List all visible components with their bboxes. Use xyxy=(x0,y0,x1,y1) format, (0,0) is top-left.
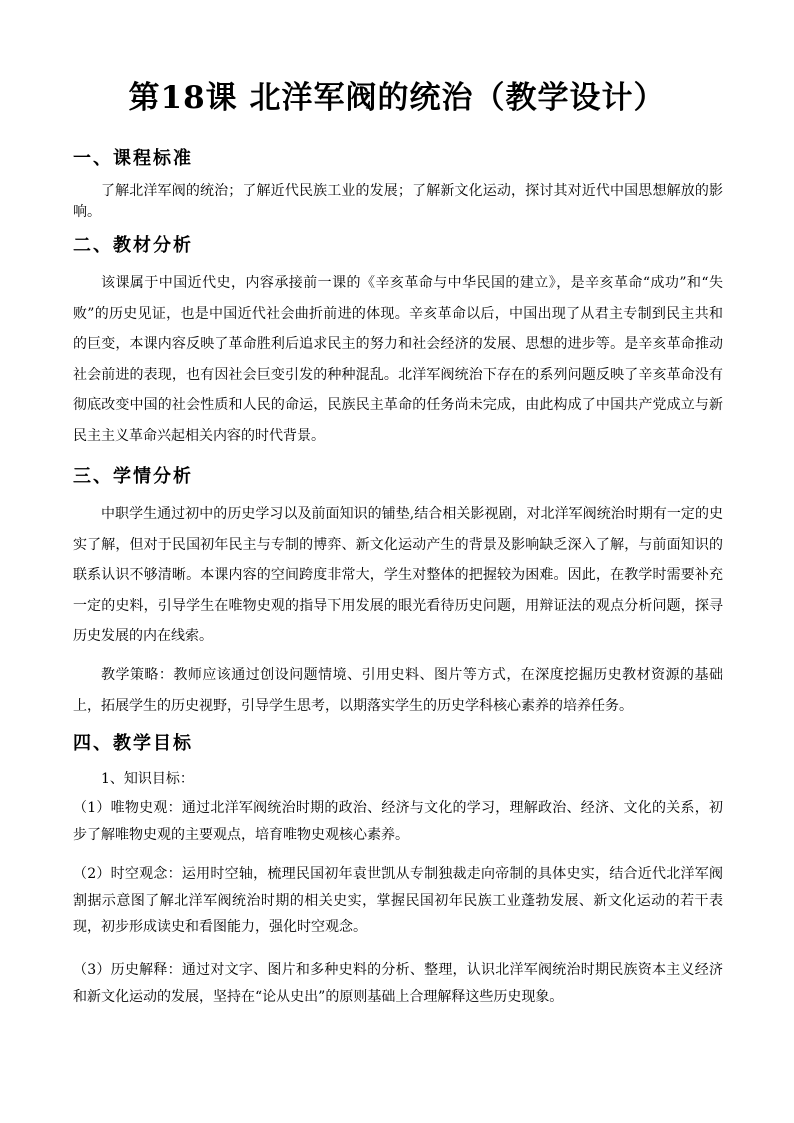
section-heading-curriculum-standard: 一、课程标准 xyxy=(73,148,193,169)
subheading-knowledge-objectives: 1、知识目标： xyxy=(101,771,194,787)
section-heading-textbook-analysis: 二、教材分析 xyxy=(73,235,193,256)
objective-item-historical-interpretation: （3）历史解释：通过对文字、图片和多种史料的分析、整理，认识北洋军阀统治时期民族资本主义经济和新文化运动的发展，坚持在“论从史出”的原则基础上合理解释这些历史现象。 xyxy=(73,962,723,1005)
section-heading-teaching-objectives: 四、教学目标 xyxy=(73,733,193,754)
paragraph-learner-analysis: 中职学生通过初中的历史学习以及前面知识的铺垫,结合相关影视剧，对北洋军阀统治时期有一定的史实了解，但对于民国初年民主与专制的博弈、新文化运动产生的背景及影响缺乏深入了解，与前面知识的联系认识不够清晰。本课内容的空间跨度非常大，学生对整体的把握较为困难。因此，在教学时需要补充一定的史料，引导学生在唯物史观的指导下用发展的眼光看待历史问题，用辩证法的观点分析问题，探寻历史发展的内在线索。 xyxy=(73,506,723,644)
paragraph-textbook-analysis: 该课属于中国近代史，内容承接前一课的《辛亥革命与中华民国的建立》，是辛亥革命“成功”和“失败”的历史见证，也是中国近代社会曲折前进的体现。辛亥革命以后，中国出现了从君主专制到民主共和的巨变，本课内容反映了革命胜利后追求民主的努力和社会经济的发展、思想的进步等。是辛亥革命推动社会前进的表现，也有因社会巨变引发的种种混乱。北洋军阀统治下存在的系列问题反映了辛亥革命没有彻底改变中国的社会性质和人民的命运，民族民主革命的任务尚未完成，由此构成了中国共产党成立与新民主主义革命兴起相关内容的时代背景。 xyxy=(73,275,723,444)
page-title: 第18课 北洋军阀的统治（教学设计） xyxy=(128,80,666,116)
objective-item-materialism: （1）唯物史观：通过北洋军阀统治时期的政治、经济与文化的学习，理解政治、经济、文化的关系，初步了解唯物史观的主要观点，培育唯物史观核心素养。 xyxy=(73,800,723,843)
section-heading-learner-analysis: 三、学情分析 xyxy=(73,466,193,487)
paragraph-teaching-strategy: 教学策略：教师应该通过创设问题情境、引用史料、图片等方式，在深度挖掘历史教材资源的基础上，拓展学生的历史视野，引导学生思考，以期落实学生的历史学科核心素养的培养任务。 xyxy=(73,667,723,714)
paragraph-curriculum-standard: 了解北洋军阀的统治；了解近代民族工业的发展；了解新文化运动，探讨其对近代中国思想解放的影响。 xyxy=(73,183,723,220)
objective-item-space-time: （2）时空观念：运用时空轴，梳理民国初年袁世凯从专制独裁走向帝制的具体史实，结合近代北洋军阀割据示意图了解北洋军阀统治时期的相关史实，掌握民国初年民族工业蓬勃发展、新文化运动的若干表现，初步形成读史和看图能力，强化时空观念。 xyxy=(73,866,723,935)
